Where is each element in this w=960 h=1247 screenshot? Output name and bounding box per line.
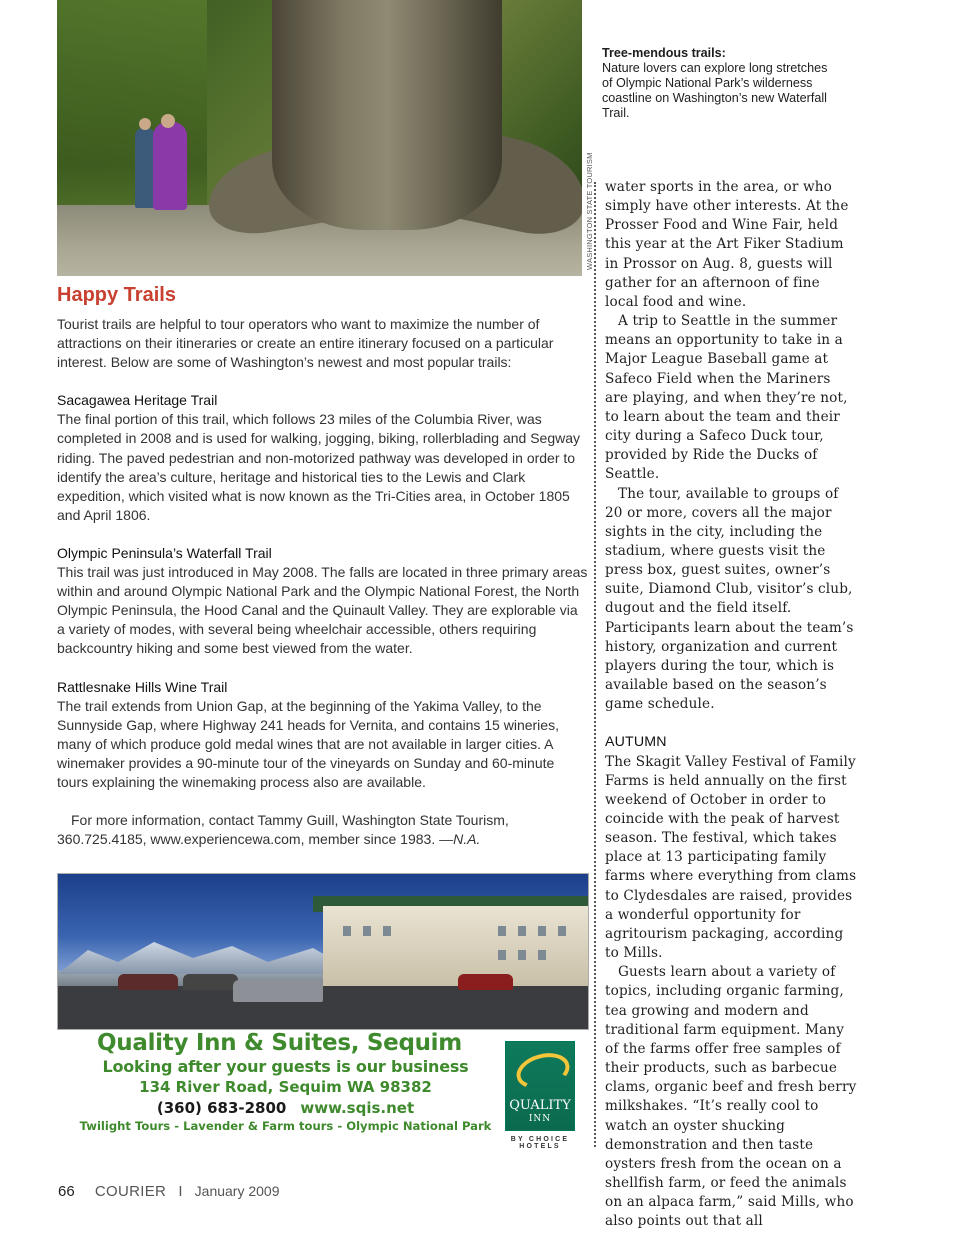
- caption-title: Tree-mendous trails:: [602, 46, 726, 60]
- author-signature: —N.A.: [439, 831, 481, 848]
- hotel-advertisement[interactable]: [57, 873, 589, 1149]
- contact-text: For more information, contact Tammy Guill, Washington State Tourism, 360.725.4185, www.experiencewa.com, member since 1983.: [57, 812, 509, 848]
- hotel-photo: [57, 873, 589, 1030]
- happy-trails-sidebar: [57, 283, 589, 849]
- choice-hotels-label: BY CHOICE HOTELS: [510, 1136, 570, 1150]
- sidebar-heading: Happy Trails: [57, 284, 176, 306]
- column-divider: [594, 182, 596, 1147]
- ad-tagline: Looking after your guests is our business: [102, 1057, 469, 1076]
- page-number: 66: [58, 1183, 75, 1200]
- logo-inn: INN: [528, 1114, 552, 1124]
- sidebar-intro: Tourist trails are helpful to tour operators who want to maximize the number of attractions on their itineraries or create an entire itinerary focused on a particular interest. Below are some of Washington’s newest and most popular trails:: [57, 316, 554, 371]
- sidebar-contact: [57, 811, 589, 849]
- publication-name: COURIER: [94, 1183, 167, 1200]
- trail-title: Sacagawea Heritage Trail: [57, 392, 218, 409]
- article-paragraph: The Skagit Valley Festival of Family Farms is held annually on the first weekend of October in order to coincide with the peak of harvest season. The festival, which takes place at 13 participating family farms where everything from clams to Clydesdales are raised, provides a wonderful opportunity for agritourism packaging, according to Mills.: [605, 753, 857, 962]
- forest-tree-photo: [57, 0, 582, 276]
- ad-address: 134 River Road, Sequim WA 98382: [139, 1078, 432, 1096]
- photo-caption: [602, 46, 832, 121]
- section-heading: AUTUMN: [605, 734, 667, 751]
- article-paragraph: A trip to Seattle in the summer means an opportunity to take in a Major League Baseball game at Safeco Field when the Mariners are playing, and when they’re not, to learn about the team and their city during a Safeco Duck tour, provided by Ride the Ducks of Seattle.: [605, 313, 848, 483]
- logo-brand: QUALITY: [509, 1098, 571, 1113]
- ad-tours: Twilight Tours - Lavender & Farm tours - Olympic National Park: [79, 1119, 492, 1133]
- article-column: [605, 178, 857, 1231]
- trail-text: The trail extends from Union Gap, at the beginning of the Yakima Valley, to the Sunnyside Gap, where Highway 241 heads for Vernita, and contains 15 wineries, many of which produce gold medal wines that are not available in larger cities. A winemaker provides a 90-minute tour of the vineyards on Sunday and 60-minute tours explaining the winemaking process also are available.: [57, 697, 559, 790]
- article-paragraph: water sports in the area, or who simply have other interests. At the Prosser Food and Wine Fair, held this year at the Art Fiker Stadium in Prossor on Aug. 8, guests will gather for an afternoon of fine local food and wine.: [605, 179, 849, 310]
- trail-title: Olympic Peninsula’s Waterfall Trail: [57, 544, 272, 561]
- issue-date: January 2009: [194, 1183, 280, 1199]
- article-paragraph: Guests learn about a variety of topics, including organic farming, tea growing and modern and traditional farm equipment. Many of the farms offer free samples of their products, such as barbecue clams, organic beef and fresh berry milkshakes. “It’s really cool to watch an oyster shucking demonstration and then taste oysters fresh from the ocean on a shellfish farm, or feed the animals on an alpaca farm,” said Mills, who also points out that all: [605, 964, 857, 1230]
- footer-separator: I: [178, 1183, 183, 1200]
- caption-text: Nature lovers can explore long stretches of Olympic National Park’s wilderness coastline on Washington’s new Waterfall Trail.: [602, 61, 828, 120]
- trail-title: Rattlesnake Hills Wine Trail: [57, 678, 228, 695]
- ad-website-link[interactable]: www.sqis.net: [300, 1099, 415, 1117]
- page-footer: [58, 1183, 280, 1200]
- quality-inn-logo: [505, 1041, 575, 1131]
- ad-phone: (360) 683-2800: [156, 1099, 287, 1117]
- q-logo-icon: [513, 1048, 574, 1095]
- ad-contact: [57, 1099, 514, 1117]
- photo-credit: WASHINGTON STATE TOURISM: [585, 152, 594, 270]
- trail-text: This trail was just introduced in May 2008. The falls are located in three primary areas within and around Olympic National Park and the Olympic National Forest, the North Olympic Peninsula, the Hood Canal and the Quinault Valley. They are explorable via a variety of modes, with several being wheelchair accessible, others requiring backcountry hiking and some best viewed from the water.: [57, 564, 588, 657]
- trail-text: The final portion of this trail, which follows 23 miles of the Columbia River, was completed in 2008 and is used for walking, jogging, biking, rollerblading and Segway riding. The paved pedestrian and non-motorized pathway was developed in order to identify the area’s culture, heritage and historical ties to the Lewis and Clark expedition, which visited what is now known as the Tri-Cities area, in October 1805 and April 1806.: [57, 411, 580, 523]
- ad-title: Quality Inn & Suites, Sequim: [97, 1030, 462, 1056]
- article-paragraph: The tour, available to groups of 20 or more, covers all the major sights in the city, including the stadium, where guests visit the press box, guest suites, owner’s suite, Diamond Club, visitor’s club, dugout and the field itself. Participants learn about the team’s history, organization and current players during the tour, which is available based on the season’s game schedule.: [605, 485, 854, 713]
